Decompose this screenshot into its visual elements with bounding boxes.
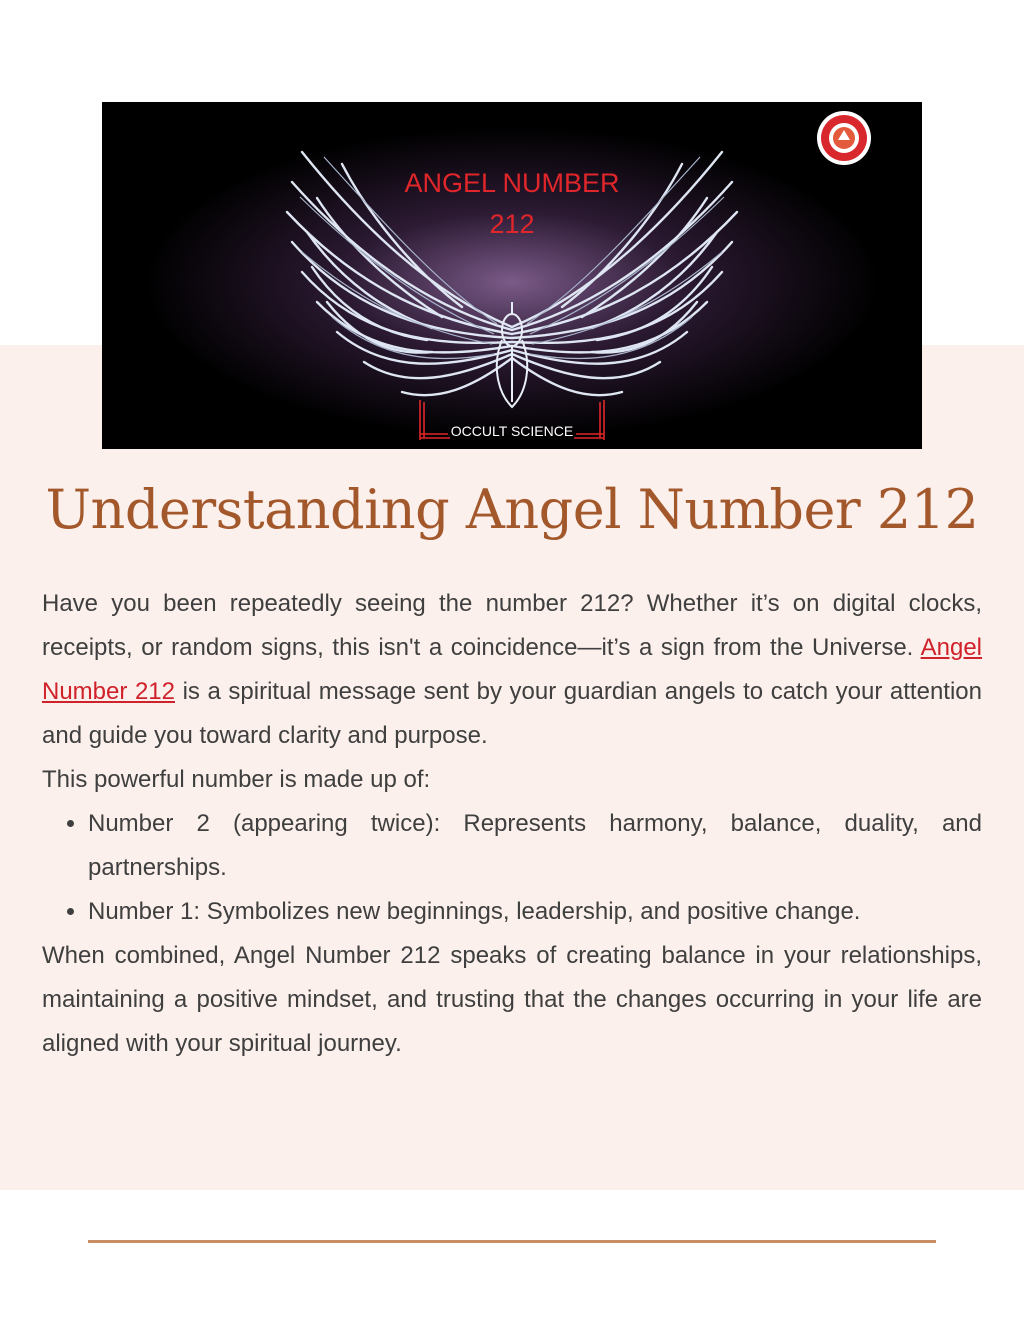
intro-text-before-link: Have you been repeatedly seeing the number 212? Whether it’s on digital clocks, receipts, or random signs, this isn't a coincidence—it’s a sign from the Universe. [42,590,982,661]
hero-banner-image [102,102,922,449]
article-body [42,582,982,1066]
banner-footer-text: OCCULT SCIENCE [450,423,574,439]
banner-heading-line1: ANGEL NUMBER [404,168,620,198]
angel-number-212-link[interactable]: Angel Number 212 [42,634,982,705]
emblem-seal-logo [817,111,871,165]
banner-heading-line2: 212 [489,209,535,239]
intro-text-after-link: is a spiritual message sent by your guardian angels to catch your attention and guide you toward clarity and purpose. [42,678,982,749]
footer-divider [88,1240,936,1243]
list-item-number-2: • Number 2 (appearing twice): Represents harmony, balance, duality, and partnerships. [88,802,982,890]
intro-paragraph [42,582,982,758]
page-title: Understanding Angel Number 212 [45,478,979,541]
angel-wings-illustration [102,102,922,449]
list-item-number-1: • Number 1: Symbolizes new beginnings, leadership, and positive change. [88,890,982,934]
made-up-of-line: This powerful number is made up of: [42,766,431,793]
conclusion-paragraph: When combined, Angel Number 212 speaks of creating balance in your relationships, maintaining a positive mindset, and trusting that the changes occurring in your life are aligned with your spiritual journey. [42,942,982,1057]
number-meaning-list [42,802,982,934]
